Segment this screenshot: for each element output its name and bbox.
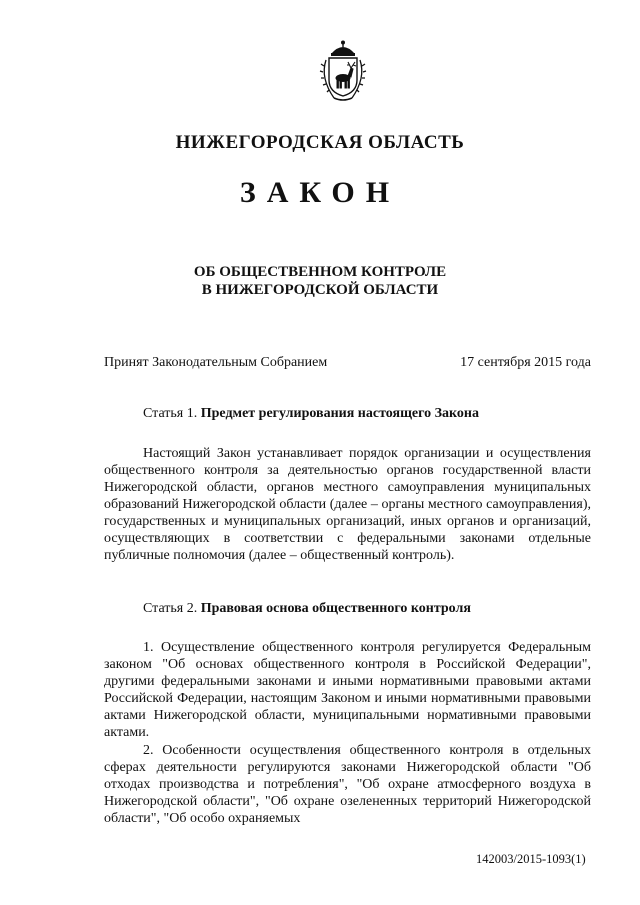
law-subject-line-2: В НИЖЕГОРОДСКОЙ ОБЛАСТИ (201, 282, 439, 298)
document-type-title: ЗАКОН (239, 176, 401, 209)
article-1-paragraph-1: Настоящий Закон устанавливает порядок организации и осуществления общественного контроля за деятельностью органов государственной власти Нижегородской области, органов местного самоуправления муниципальных образований Нижегородской области (далее – органы местного самоуправления), государственных и муниципальных организаций, иных органов и организаций, осуществляющих в соответствии с федеральными законами отдельные публичные полномочия (далее – общественный контроль). (104, 446, 591, 563)
article-1-number: Статья 1. (143, 406, 198, 421)
article-2-heading (143, 601, 471, 617)
article-2-number: Статья 2. (143, 601, 198, 616)
article-1-title: Предмет регулирования настоящего Закона (200, 406, 479, 421)
crown-icon (331, 41, 355, 57)
article-1-heading (143, 406, 479, 422)
article-2-paragraph-2: 2. Особенности осуществления общественного контроля в отдельных сферах деятельности регулируются законами Нижегородской области "Об отходах производства и потребления", "Об охране атмосферного воздуха в Нижегородской области", "Об охране озелененных территорий Нижегородской области", "Об особо охраняемых (104, 743, 591, 826)
adoption-line (104, 355, 591, 371)
law-subject (0, 263, 640, 299)
adopted-by: Принят Законодательным Собранием (104, 355, 328, 370)
article-2-title: Правовая основа общественного контроля (200, 601, 471, 616)
article-2-paragraph-1: 1. Осуществление общественного контроля регулируется Федеральным законом "Об основах общественного контроля в Российской Федерации", другими федеральными законами и иными нормативными правовыми актами Российской Федерации, настоящим Законом и иными нормативными правовыми актами Нижегородской области, муниципальными нормативными правовыми актами. (104, 640, 591, 740)
coat-of-arms-icon (314, 40, 372, 102)
region-name: НИЖЕГОРОДСКАЯ ОБЛАСТЬ (175, 132, 465, 153)
adoption-date: 17 сентября 2015 года (460, 355, 591, 370)
document-code: 142003/2015-1093(1) (476, 852, 586, 866)
ribbon-icon (334, 98, 352, 100)
law-subject-line-1: ОБ ОБЩЕСТВЕННОМ КОНТРОЛЕ (193, 264, 447, 280)
